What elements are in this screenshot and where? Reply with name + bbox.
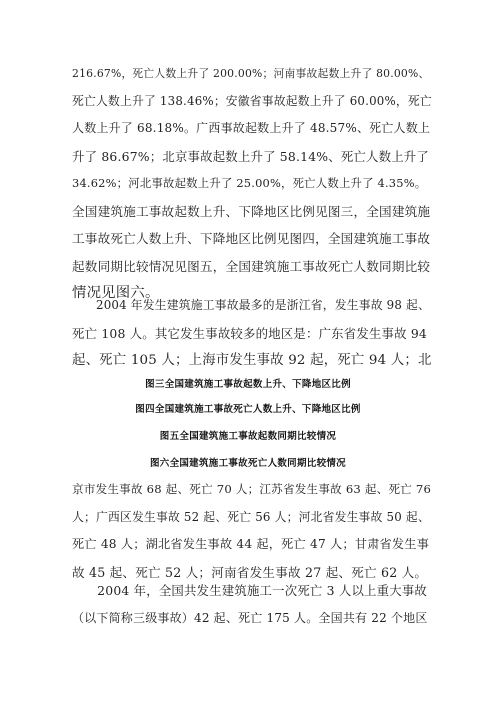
paragraph-most-accidents: [72, 292, 432, 375]
text-line: 工事故死亡人数上升、下降地区比例见图四，全国建筑施工事故: [72, 231, 431, 246]
text-line: 2004 年发生建筑施工事故最多的是浙江省，发生事故 98 起、: [72, 298, 431, 312]
text-line: 人；广西区发生事故 52 起、死亡 56 人；河北省发生事故 50 起、: [72, 509, 430, 524]
figure-caption-4: 图四全国建筑施工事故死亡人数上升、下降地区比例: [135, 404, 361, 415]
text-line: 京市发生事故 68 起、死亡 70 人；江苏省发生事故 63 起、死亡 76: [72, 482, 432, 496]
text-line: 死亡 108 人。其它发生事故较多的地区是：广东省发生事故 94: [72, 325, 428, 341]
text-line: （以下简称三级事故）42 起、死亡 175 人。全国共有 22 个地区: [72, 610, 428, 625]
text-line: 全国建筑施工事故起数上升、下降地区比例见图三，全国建筑施: [72, 203, 431, 219]
text-line: 故 45 起、死亡 52 人；河南省发生事故 27 起、死亡 62 人。: [72, 564, 428, 580]
paragraph-regional-accidents: [72, 476, 432, 586]
text-line: 情况见图六。: [72, 285, 160, 301]
paragraph-statistics-increase: [72, 60, 432, 308]
figure-caption-3: 图三全国建筑施工事故起数上升、下降地区比例: [145, 379, 351, 390]
text-line: 死亡人数上升了 138.46%；安徽省事故起数上升了 60.00%，死亡: [72, 93, 432, 108]
text-line: 死亡 48 人；湖北省发生事故 44 起，死亡 47 人；甘肃省发生事: [72, 537, 430, 551]
figure-caption-6: 图六全国建筑施工事故死亡人数同期比较情况: [149, 458, 346, 469]
text-line: 起数同期比较情况见图五，全国建筑施工事故死亡人数同期比较: [72, 258, 431, 274]
paragraph-major-accidents: [72, 577, 432, 632]
text-line: 34.62%；河北事故起数上升了 25.00%，死亡人数上升了 4.35%。: [72, 176, 427, 190]
text-line: 升了 86.67%；北京事故起数上升了 58.14%、死亡人数上升了: [72, 148, 429, 164]
text-line: 起、死亡 105 人；上海市发生事故 92 起，死亡 94 人；北: [72, 353, 432, 368]
text-line: 人数上升了 68.18%。广西事故起数上升了 48.57%、死亡人数上: [72, 121, 431, 135]
text-line: 216.67%，死亡人数上升了 200.00%；河南事故起数上升了 80.00%、: [72, 67, 430, 80]
figure-caption-5: 图五全国建筑施工事故起数同期比较情况: [159, 431, 337, 442]
text-line: 2004 年，全国共发生建筑施工一次死亡 3 人以上重大事故: [72, 583, 428, 598]
